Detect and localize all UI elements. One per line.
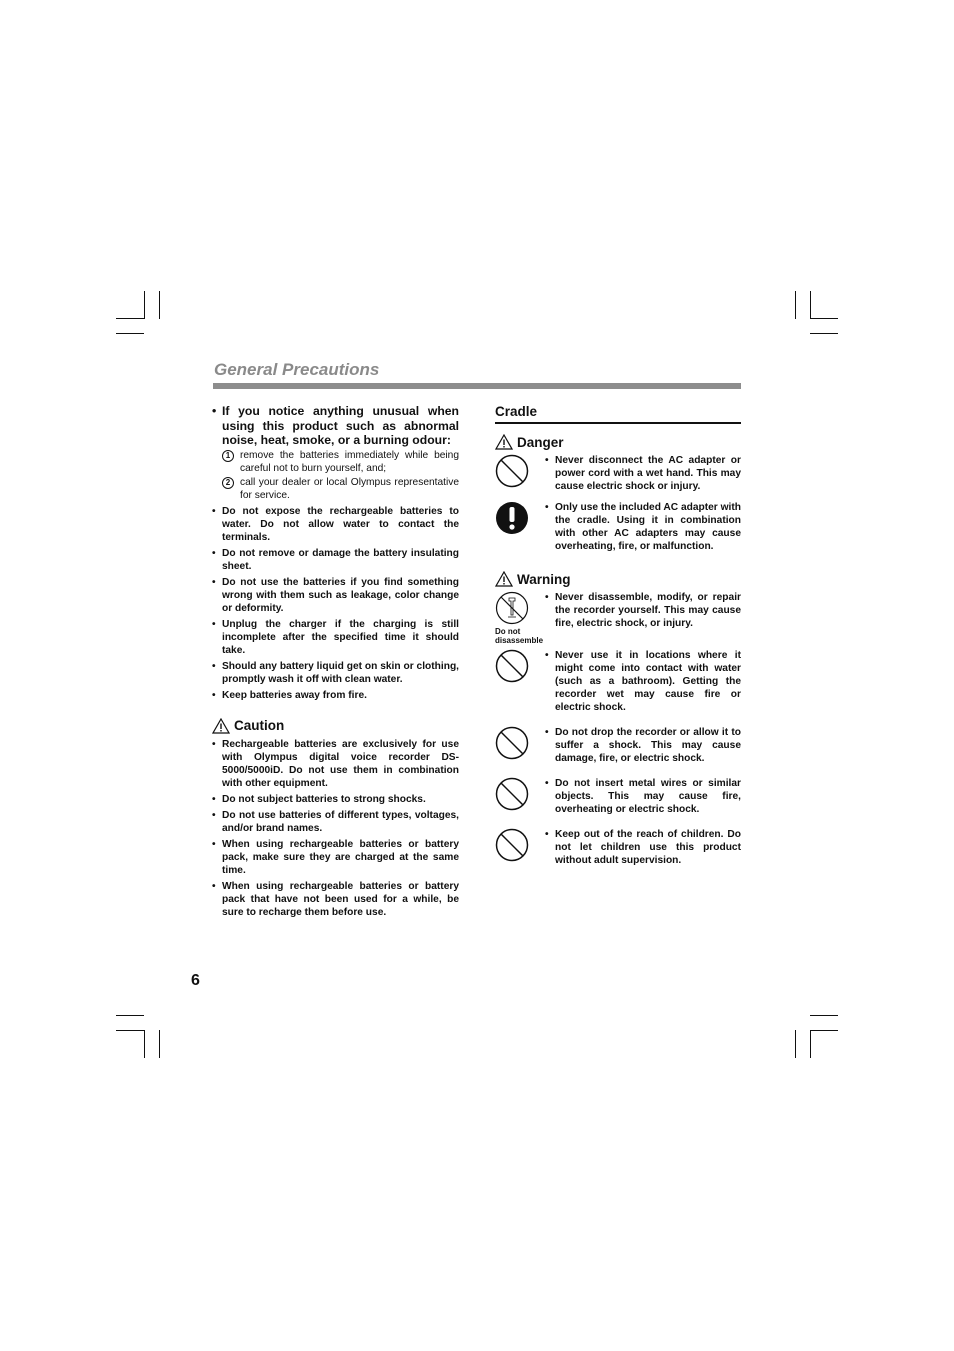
crop-mark	[810, 318, 838, 319]
danger-heading	[495, 434, 741, 450]
warning-triangle-icon	[495, 571, 513, 587]
list-item: • Do not drop the recorder or allow it to suffer a shock. This may cause damage, fire, or electric shock.	[545, 726, 741, 765]
numbered-step	[212, 476, 459, 502]
cradle-heading: Cradle	[495, 404, 741, 424]
danger-row	[495, 454, 741, 493]
warning-row	[495, 828, 741, 867]
crop-mark	[810, 1030, 838, 1031]
list-item: • Only use the included AC adapter with the cradle. Using it in combination with other AC adapters may cause overheating, fire, or malfunction.	[545, 501, 741, 553]
list-item: • Never use it in locations where it might come into contact with water (such as a bathroom). Getting the recorder wet may cause fire or electric shock.	[545, 649, 741, 714]
list-item: • Do not expose the rechargeable batteries to water. Do not allow water to contact the terminals.	[212, 505, 459, 544]
step-text: call your dealer or local Olympus representative for service.	[240, 476, 459, 501]
crop-mark	[116, 1015, 144, 1016]
list-item: • Never disassemble, modify, or repair the recorder yourself. This may cause fire, electric shock, or injury.	[545, 591, 741, 630]
do-not-disassemble-caption: Do not disassemble	[495, 627, 544, 645]
crop-mark	[795, 291, 796, 319]
numbered-steps	[212, 449, 459, 502]
list-item: • Never disconnect the AC adapter or power cord with a wet hand. This may cause electric shock or injury.	[545, 454, 741, 493]
crop-mark	[810, 333, 838, 334]
warning-heading	[495, 571, 741, 587]
list-item: • Rechargeable batteries are exclusively for use with Olympus digital voice recorder DS-5000/5000iD. Do not use them in combination with other equipment.	[212, 738, 459, 790]
list-item: • Do not remove or damage the battery insulating sheet.	[212, 547, 459, 573]
crop-mark	[116, 1030, 144, 1031]
danger-heading-text: Danger	[517, 434, 564, 450]
page-number: 6	[191, 972, 200, 989]
prohibited-icon	[495, 454, 529, 488]
warning-heading-text: Warning	[517, 571, 571, 587]
caution-heading	[212, 718, 459, 734]
danger-row	[495, 501, 741, 553]
crop-mark	[159, 1030, 160, 1058]
warning-row	[495, 777, 741, 816]
step-text: remove the batteries immediately while being careful not to burn yourself, and;	[240, 449, 459, 474]
list-item: • Keep out of the reach of children. Do not let children use this product without adult supervision.	[545, 828, 741, 867]
step-number: 1	[222, 450, 234, 462]
list-item: • Do not subject batteries to strong shocks.	[212, 793, 459, 806]
list-item: • If you notice anything unusual when using this product such as abnormal noise, heat, smoke, or a burning odour:	[212, 404, 459, 448]
crop-mark	[795, 1030, 796, 1058]
warning-triangle-icon	[495, 434, 513, 450]
step-number: 2	[222, 477, 234, 489]
list-item: • When using rechargeable batteries or battery pack that have not been used for a while, be sure to recharge them before use.	[212, 880, 459, 919]
crop-mark	[144, 291, 145, 319]
crop-mark	[810, 1015, 838, 1016]
list-item: • Keep batteries away from fire.	[212, 689, 459, 702]
battery-precautions-list	[212, 505, 459, 702]
caution-heading-text: Caution	[234, 718, 285, 733]
numbered-step	[212, 449, 459, 475]
crop-mark	[144, 1030, 145, 1058]
crop-mark	[159, 291, 160, 319]
list-item: • Do not use batteries of different types, voltages, and/or brand names.	[212, 809, 459, 835]
warning-row	[495, 726, 741, 765]
list-item: • Unplug the charger if the charging is still incomplete after the specified time it should take.	[212, 618, 459, 657]
crop-mark	[116, 333, 144, 334]
intro-list	[212, 404, 459, 448]
warning-row	[495, 591, 741, 645]
prohibited-icon	[495, 726, 529, 760]
section-title: General Precautions	[214, 360, 380, 379]
crop-mark	[810, 1030, 811, 1058]
right-column	[495, 404, 741, 875]
list-item: • Do not insert metal wires or similar objects. This may cause fire, overheating or electric shock.	[545, 777, 741, 816]
list-item: • Do not use the batteries if you find something wrong with them such as leakage, color change or deformity.	[212, 576, 459, 615]
list-item: • When using rechargeable batteries or battery pack, make sure they are charged at the same time.	[212, 838, 459, 877]
warning-row	[495, 649, 741, 714]
left-column	[212, 404, 459, 922]
prohibited-icon	[495, 777, 529, 811]
prohibited-icon	[495, 649, 529, 683]
crop-mark	[116, 318, 144, 319]
prohibited-icon	[495, 828, 529, 862]
list-item: • Should any battery liquid get on skin or clothing, promptly wash it off with clean water.	[212, 660, 459, 686]
crop-mark	[810, 291, 811, 319]
do-not-disassemble-icon	[495, 591, 529, 625]
title-bar	[213, 383, 741, 389]
mandatory-action-icon	[495, 501, 529, 535]
caution-list	[212, 738, 459, 919]
warning-triangle-icon	[212, 718, 230, 734]
